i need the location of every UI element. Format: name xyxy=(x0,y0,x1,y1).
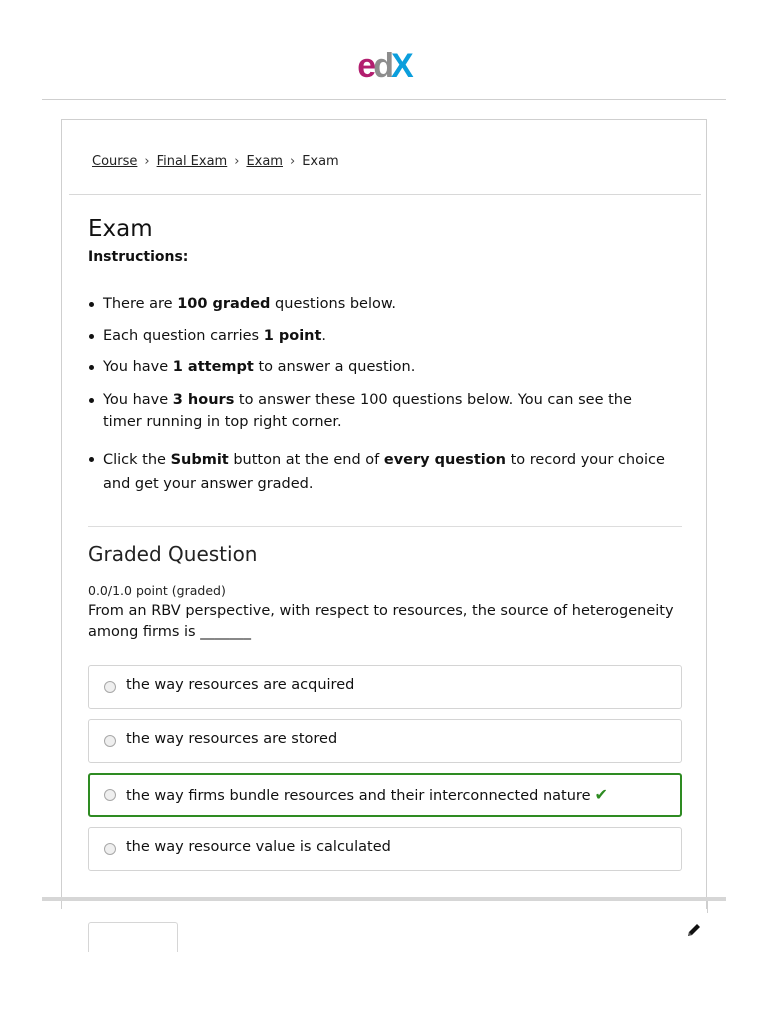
instruction-item xyxy=(103,389,673,433)
radio-button[interactable] xyxy=(104,735,116,747)
answer-option-label: the way resources are stored xyxy=(126,731,338,747)
instruction-emphasis: 1 attempt xyxy=(172,359,254,375)
breadcrumb-current: Exam xyxy=(302,154,339,169)
instruction-item xyxy=(103,448,673,496)
instruction-text: to answer these 100 questions below. You can see the timer running in top right corner. xyxy=(103,392,632,430)
answer-option-label: the way resource value is calculated xyxy=(126,839,391,855)
instruction-emphasis: Submit xyxy=(170,452,229,468)
card-edge xyxy=(707,901,708,913)
radio-button[interactable] xyxy=(104,681,116,693)
instruction-text: to record your choice and get your answer graded. xyxy=(103,452,665,492)
answer-option-3-correct[interactable] xyxy=(88,773,682,817)
answer-option-label xyxy=(126,785,608,804)
breadcrumb-course-link[interactable]: Course xyxy=(92,154,138,169)
footer-divider xyxy=(42,897,726,901)
chevron-right-icon: › xyxy=(234,154,240,169)
breadcrumb-final-exam-link[interactable]: Final Exam xyxy=(156,154,228,169)
submit-button[interactable] xyxy=(88,922,178,952)
instruction-text: . xyxy=(321,328,327,344)
answer-option-1[interactable] xyxy=(88,665,682,709)
question-heading: Graded Question xyxy=(88,542,258,566)
instruction-emphasis: 100 graded xyxy=(177,296,271,312)
breadcrumb-exam-link[interactable]: Exam xyxy=(246,154,283,169)
answer-option-label: the way resources are acquired xyxy=(126,677,355,693)
instruction-text: questions below. xyxy=(270,296,397,312)
instruction-item xyxy=(103,325,673,347)
instruction-text: There are xyxy=(103,296,178,312)
pencil-icon[interactable] xyxy=(685,921,703,939)
instruction-text: button at the end of xyxy=(228,452,384,468)
answer-option-4[interactable] xyxy=(88,827,682,871)
chevron-right-icon: › xyxy=(289,154,296,169)
logo-letter-d: d xyxy=(373,47,391,85)
question-score: 0.0/1.0 point (graded) xyxy=(88,583,226,598)
instruction-emphasis: 3 hours xyxy=(172,392,235,408)
answer-option-text: the way firms bundle resources and their interconnected nature xyxy=(126,788,591,804)
logo-letter-e: e xyxy=(357,47,374,85)
instruction-text: Each question carries xyxy=(103,328,264,344)
page-title: Exam xyxy=(88,216,153,242)
chevron-right-icon: › xyxy=(144,154,150,169)
breadcrumb xyxy=(92,154,339,169)
instruction-text: Click the xyxy=(103,452,171,468)
answer-option-2[interactable] xyxy=(88,719,682,763)
radio-button[interactable] xyxy=(104,789,116,801)
question-text: From an RBV perspective, with respect to resources, the source of heterogeneity among firms is _______ xyxy=(88,603,674,640)
instruction-item xyxy=(103,356,673,378)
instruction-emphasis: 1 point xyxy=(263,328,322,344)
instruction-emphasis: every question xyxy=(383,452,506,468)
radio-button[interactable] xyxy=(104,843,116,855)
edx-logo[interactable] xyxy=(0,46,768,86)
check-icon: ✔ xyxy=(594,785,608,804)
breadcrumb-divider xyxy=(69,194,701,195)
instruction-text: You have xyxy=(103,359,173,375)
instruction-text: to answer a question. xyxy=(253,359,416,375)
instruction-item xyxy=(103,293,673,315)
instruction-text: You have xyxy=(103,392,173,408)
logo-letter-x: X xyxy=(391,47,411,85)
header-divider xyxy=(42,99,726,100)
section-divider xyxy=(88,526,682,527)
instructions-label: Instructions: xyxy=(88,249,189,265)
